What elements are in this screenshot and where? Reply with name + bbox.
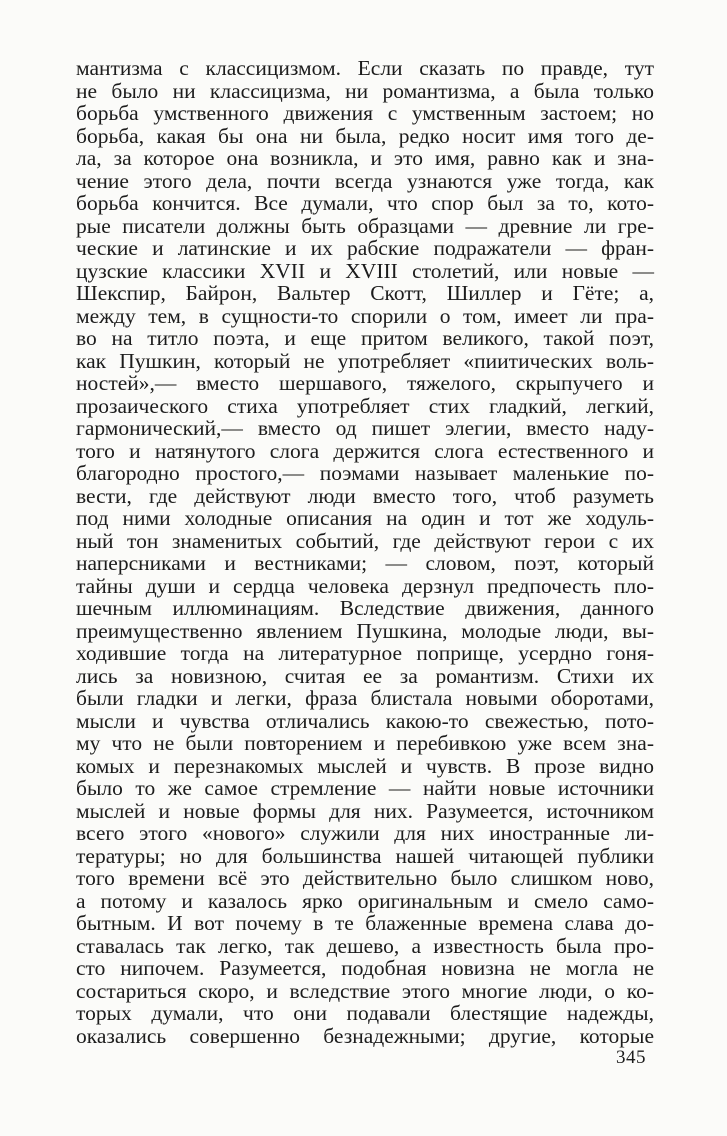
text-line: ставалась так легко, так дешево, а известность была про- bbox=[76, 933, 654, 958]
text-line: а потому и казалось ярко оригинальным и смело само- bbox=[76, 888, 654, 913]
text-line: бытным. И вот почему в те блаженные времена слава до- bbox=[76, 911, 654, 935]
text-line: между тем, в сущности-то спорили о том, имеет ли пра- bbox=[76, 303, 654, 328]
text-line: под ними холодные описания на один и тот же ходуль- bbox=[76, 506, 654, 530]
text-line: му что не были повторением и перебивкою уже всем зна- bbox=[76, 731, 654, 755]
text-line: оказались совершенно безнадежными; другие, которые bbox=[76, 1023, 654, 1048]
text-line: борьба кончится. Все думали, что спор был за то, кото- bbox=[76, 191, 654, 215]
text-line: торых думали, что они подавали блестящие надежды, bbox=[76, 1001, 654, 1025]
text-line: состариться скоро, и вследствие этого многие люди, о ко- bbox=[76, 978, 654, 1003]
text-line: благородно простого,— поэмами называет маленькие по- bbox=[76, 461, 654, 485]
text-line: мыслей и новые формы для них. Разумеется, источником bbox=[76, 798, 654, 823]
text-line: борьба умственного движения с умственным застоем; но bbox=[76, 101, 654, 125]
text-line: ческие и латинские и их рабские подражатели — фран- bbox=[76, 236, 654, 260]
text-line: борьба, какая бы она ни была, редко носит имя того де- bbox=[76, 123, 654, 148]
text-line: шечным иллюминациям. Вследствие движения, данного bbox=[76, 596, 654, 620]
page-number: 345 bbox=[616, 1047, 646, 1068]
text-line: того и натянутого слога держится слога естественного и bbox=[76, 438, 654, 463]
text-line: лись за новизною, считая ее за романтизм. Стихи их bbox=[76, 663, 654, 688]
text-line: мысли и чувства отличались какою-то свежестью, пото- bbox=[76, 708, 654, 733]
text-line: не было ни классицизма, ни романтизма, а была только bbox=[76, 78, 654, 103]
text-line: были гладки и легки, фраза блистала новыми оборотами, bbox=[76, 686, 654, 710]
text-line: комых и перезнакомых мыслей и чувств. В прозе видно bbox=[76, 753, 654, 778]
body-text bbox=[76, 57, 654, 1047]
text-line: мантизма с классицизмом. Если сказать по правде, тут bbox=[76, 56, 654, 80]
text-line: всего этого «нового» служили для них иностранные ли- bbox=[76, 821, 654, 845]
text-line: рые писатели должны быть образцами — древние ли гре- bbox=[76, 213, 654, 238]
text-line: тайны души и сердца человека дерзнул предпочесть пло- bbox=[76, 573, 654, 598]
text-line: чение этого дела, почти всегда узнаются уже тогда, как bbox=[76, 168, 654, 193]
text-line: вести, где действуют люди вместо того, чтоб разуметь bbox=[76, 483, 654, 508]
text-line: цузские классики XVII и XVIII столетий, или новые — bbox=[76, 258, 654, 283]
text-line: как Пушкин, который не употребляет «пиитических воль- bbox=[76, 348, 654, 373]
text-line: того времени всё это действительно было слишком ново, bbox=[76, 866, 654, 890]
text-line: во на титло поэта, и еще притом великого, такой поэт, bbox=[76, 326, 654, 350]
text-line: ла, за которое она возникла, и это имя, равно как и зна- bbox=[76, 146, 654, 170]
text-line: было то же самое стремление — найти новые источники bbox=[76, 776, 654, 800]
text-line: Шекспир, Байрон, Вальтер Скотт, Шиллер и Гёте; а, bbox=[76, 281, 654, 305]
text-line: сто нипочем. Разумеется, подобная новизна не могла не bbox=[76, 956, 654, 980]
text-line: преимущественно явлением Пушкина, молодые люди, вы- bbox=[76, 618, 654, 643]
text-line: гармонический,— вместо од пишет элегии, вместо наду- bbox=[76, 416, 654, 440]
text-line: ный тон знаменитых событий, где действуют герои с их bbox=[76, 528, 654, 553]
text-line: ностей»,— вместо шершавого, тяжелого, скрыпучего и bbox=[76, 371, 654, 395]
text-line: тературы; но для большинства нашей читающей публики bbox=[76, 843, 654, 868]
text-line: наперсниками и вестниками; — словом, поэт, который bbox=[76, 551, 654, 575]
text-line: прозаического стиха употребляет стих гладкий, легкий, bbox=[76, 393, 654, 418]
text-line: ходившие тогда на литературное поприще, усердно гоня- bbox=[76, 641, 654, 665]
